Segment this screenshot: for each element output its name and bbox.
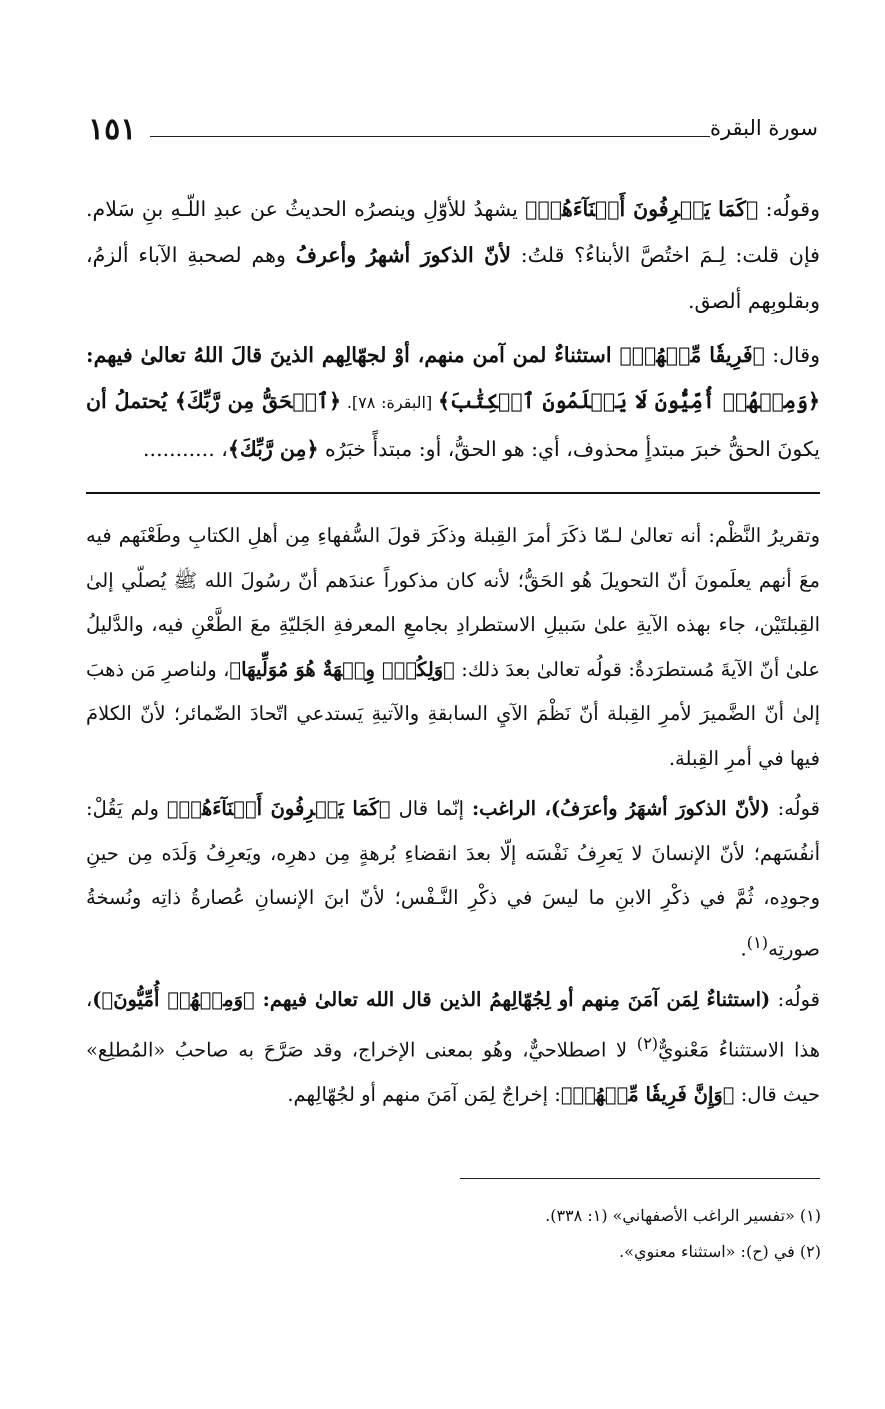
quran-quote: ﴿وَإِنَّ فَرِيقٗا مِّنۡهُمۡ﴾ [560,1083,735,1106]
bold-text: يُحتملُ أن [86,389,175,413]
footnote-2: (٢) في (ح): «استثناء معنوي». [619,1242,821,1261]
footnote-rule [460,1178,820,1179]
text-run: إنّما قال [390,797,472,820]
bold-text: لأنّ الذكورَ أشهرُ وأعرفُ [295,243,511,267]
section-divider [86,492,820,494]
text-run: . [740,937,747,960]
quran-quote: ﴿فَرِيقٗا مِّنۡهُمۡ﴾ [619,343,765,367]
quran-quote: ﴿ٱلۡحَقُّ مِن رَّبِّكَ﴾ [174,389,342,413]
text-run: : إخراجٌ لِمَن آمَنَ منهم أو لجُهّالِهم. [287,1083,561,1106]
quran-quote: ﴿وَلِكُلّٖ وِجۡهَةٌ هُوَ مُوَلِّيهَا﴾ [229,657,455,681]
text-run: يشهدُ للأوّلِ وينصرُه الحديثُ عن عبدِ اللّـهِ بنِ سَلام. [86,197,526,221]
text-run: لا اصطلاحيٌّ، وهُو بمعنى الإخراج، وقد صَرَّحَ به صاحبُ «المُطلِع» حيث قال: [86,1038,820,1106]
footnotes [221,1198,821,1270]
main-paragraph-1 [86,186,820,324]
commentary-text [86,514,820,1118]
quran-quote: ﴿وَمِنۡهُمۡ أُمِّيُّونَ لَا يَعۡلَمُونَ ٱلۡكِتَٰبَ﴾ [438,389,820,413]
text-run: وهم لصحبةِ الآباء ألزمُ، وبقلوبِهم ألصق. [86,243,820,313]
text-run: قولُه: [769,797,820,820]
commentary-paragraph-1 [86,514,820,781]
footnote-marker: (١) [746,932,769,952]
main-text [86,186,820,472]
text-run: وقال: [765,343,821,367]
quran-quote: ﴿مِن رَّبِّكَ﴾ [227,437,319,461]
quran-quote: ﴿وَمِنۡهُمۡ أُمِّيُّونَ﴾ [101,987,255,1011]
page-header [88,112,818,152]
text-run: فإن قلت: لِـمَ اختُصَّ الأبناءُ؟ قلتُ: [510,243,820,267]
text-run: ، ولناصرِ مَن ذهبَ إلىٰ أنّ الضَّميرَ لأمرِ القِبلة أنّ نَظْمَ الآيِ السابقةِ والآتيةِ يَستدعي اتّحادَ الضّمائر؛ لأنّ الكلامَ فيها في أمرِ القِبلة. [86,657,820,770]
text-run: يكونَ الحقُّ خبرَ مبتدأٍ محذوف، أي: هو الحقُّ، أو: مبتدأً خبَرُه [318,437,820,461]
page-number: ١٥١ [88,112,137,147]
main-paragraph-2 [86,332,820,472]
text-run: ، هذا الاستثناءُ مَعْنويٌّ [86,987,820,1062]
header-rule [150,136,710,137]
text-run: وتقريرُ النَّظْم: أنه تعالىٰ لـمّا ذكَرَ أمرَ القِبلة وذكَرَ قولَ السُّفهاءِ مِن أهلِ الكتابِ وطَعْنَهم فيه معَ أنهم يعلَمونَ أنّ التحويلَ هُو الحَقُّ؛ لأنه كان مذكوراً عندَهم أنّ رسُولَ الله ﷺ يُصلّي إلىٰ القِبلتَيْن، جاء بهذه الآيةِ علىٰ سَبيلِ الاستطرادِ بجامعِ المعرفةِ الجَليّةِ معَ الطَّعْنِ فيه، والدَّليلُ علىٰ أنّ الآيةَ مُستطرَدةٌ: قولُه تعالىٰ بعدَ ذلك: [86,524,820,681]
bold-text: (لأنّ الذكورَ أشهَرُ وأعرَفُ)، الراغب: [471,797,770,820]
text-run: وقولُه: [758,197,821,221]
commentary-paragraph-2 [86,787,820,972]
bold-text: ) [92,987,102,1011]
commentary-paragraph-3 [86,978,820,1118]
text-run: ولم يَقُلْ: أنفُسَهم؛ لأنّ الإنسانَ لا يَعرِفُ نَفْسَه إلّا بعدَ انقضاءِ بُرهةٍ مِن دهرِه، ويَعرِفُ وَلَدَه مِن حينِ وجودِه، ثُمَّ في ذكْرِ الابنِ ما ليسَ في ذكْرِ النَّـفْس؛ لأنّ ابنَ الإنسانِ عُصارةُ ذاتِه ونُسخةُ صورتِه [86,797,820,960]
surah-title: سورة البقرة [709,116,818,140]
bold-text: استثناءٌ لمن آمن منهم، أوْ لجهّالِهم الذينَ قالَ اللهُ تعالىٰ فيهم: [86,343,620,367]
ellipsis: ، ........... [143,437,228,461]
footnote-1: (١) «تفسير الراغب الأصفهاني» (١: ٣٣٨). [545,1206,821,1225]
verse-reference: [البقرة: ٧٨]. [341,393,438,412]
bold-text: (استثناءٌ لِمَن آمَنَ مِنهم أو لِجُهّالِهمُ الذين قال الله تعالىٰ فيهم: [254,987,771,1011]
text-run: قولُه: [770,987,821,1011]
footnote-marker: (٢) [636,1034,659,1053]
quran-quote: ﴿كَمَا يَعۡرِفُونَ أَبۡنَآءَهُمۡ﴾ [166,797,391,820]
quran-quote: ﴿كَمَا يَعۡرِفُونَ أَبۡنَآءَهُمۡ﴾ [525,197,759,221]
